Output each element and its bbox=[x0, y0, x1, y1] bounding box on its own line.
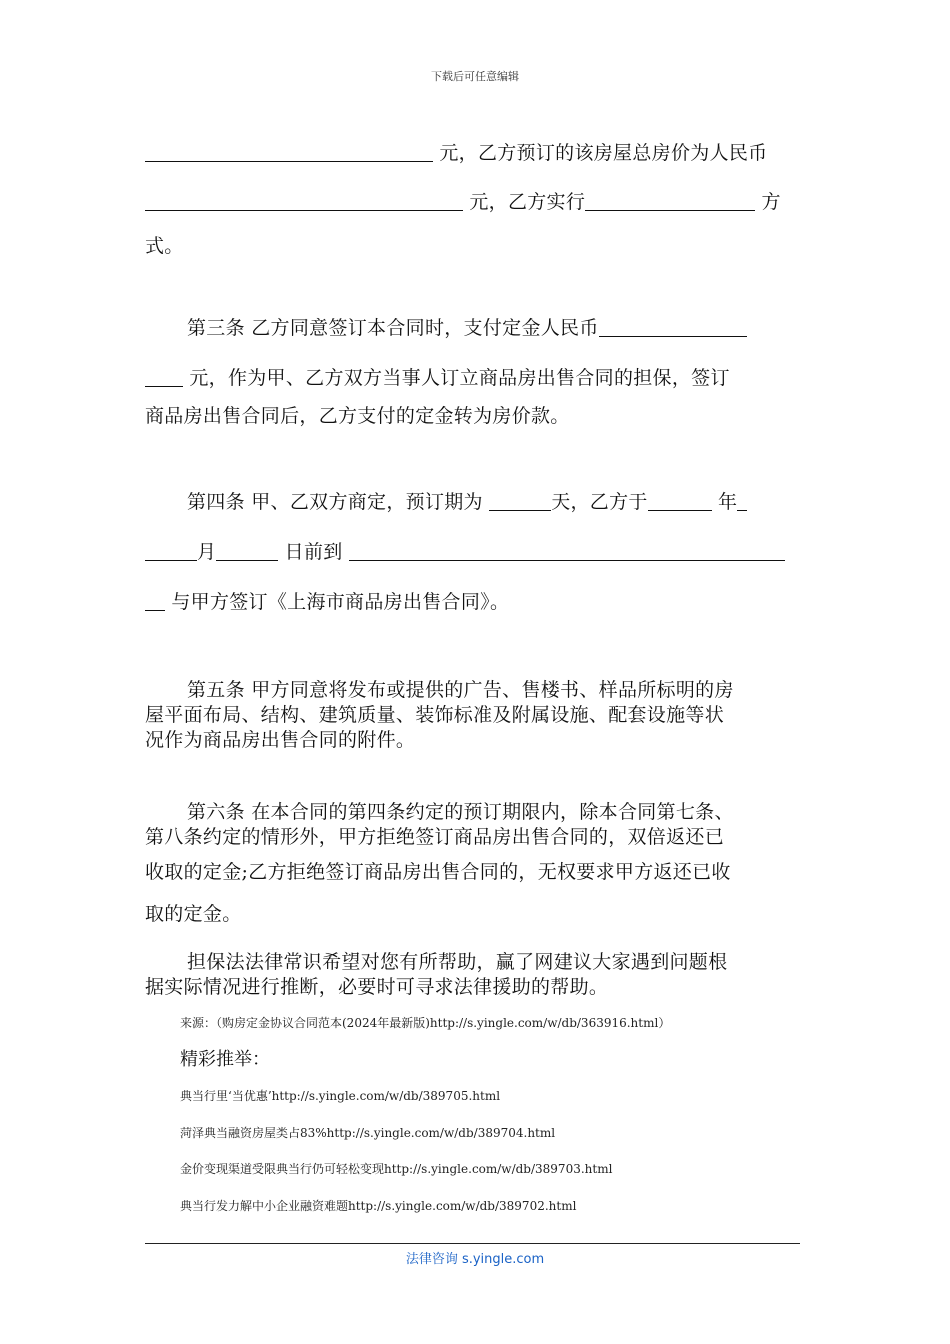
text-segment: 与甲方签订《上海市商品房出售合同》。 bbox=[171, 591, 510, 613]
article-3-line: 商品房出售合同后，乙方支付的定金转为房价款。 bbox=[145, 405, 570, 427]
text-segment: 元，作为甲、乙方双方当事人订立商品房出售合同的担保，签订 bbox=[189, 367, 730, 389]
fill-blank bbox=[145, 190, 463, 211]
article-4-line bbox=[145, 587, 509, 614]
text-segment: 方 bbox=[761, 191, 781, 213]
page-header-note: 下载后可任意编辑 bbox=[431, 70, 519, 83]
source-link[interactable]: 来源：（购房定金协议合同范本(2024年最新版)http://s.yingle.com/w/db/363916.html） bbox=[180, 1016, 671, 1030]
recommend-heading: 精彩推举： bbox=[180, 1049, 270, 1070]
article-3-line bbox=[145, 363, 730, 390]
article-6-line: 第六条 在本合同的第四条约定的预订期限内，除本合同第七条、 bbox=[187, 801, 734, 823]
article-3-line bbox=[187, 313, 747, 340]
text-segment: 元，乙方预订的该房屋总房价为人民币 bbox=[439, 142, 768, 164]
text-segment: 年 bbox=[718, 491, 738, 513]
fill-blank bbox=[648, 490, 712, 511]
text-segment: 天，乙方于 bbox=[551, 491, 648, 513]
article-4-line bbox=[187, 487, 747, 514]
fill-blank bbox=[216, 540, 278, 561]
fill-blank bbox=[737, 490, 747, 511]
article-5-line: 况作为商品房出售合同的附件。 bbox=[145, 729, 416, 751]
article-6-line: 收取的定金;乙方拒绝签订商品房出售合同的，无权要求甲方返还已收 bbox=[145, 861, 731, 883]
fill-blank bbox=[145, 540, 197, 561]
fill-blank bbox=[145, 366, 183, 387]
text-segment: 第三条 乙方同意签订本合同时，支付定金人民币 bbox=[187, 317, 599, 339]
footer-link[interactable]: 法律咨询 s.yingle.com bbox=[405, 1252, 545, 1267]
article-6-line: 取的定金。 bbox=[145, 903, 242, 925]
fill-blank bbox=[349, 540, 785, 561]
article-4-line bbox=[145, 537, 785, 564]
article-5-line: 屋平面布局、结构、建筑质量、装饰标准及附属设施、配套设施等状 bbox=[145, 704, 725, 726]
text-segment: 元，乙方实行 bbox=[469, 191, 586, 213]
text-segment: 月 bbox=[197, 541, 217, 563]
recommend-link[interactable]: 典当行里‘当优惠’http://s.yingle.com/w/db/389705.html bbox=[180, 1089, 501, 1103]
text-line: 式。 bbox=[145, 235, 184, 257]
text-line bbox=[145, 187, 781, 214]
article-6-line: 第八条约定的情形外，甲方拒绝签订商品房出售合同的，双倍返还已 bbox=[145, 826, 725, 848]
text-line bbox=[145, 138, 767, 165]
tip-line: 担保法法律常识希望对您有所帮助，赢了网建议大家遇到问题根 bbox=[187, 951, 728, 973]
fill-blank bbox=[145, 590, 165, 611]
fill-blank bbox=[599, 316, 747, 337]
fill-blank bbox=[145, 141, 433, 162]
text-segment: 第四条 甲、乙双方商定，预订期为 bbox=[187, 491, 483, 513]
fill-blank bbox=[489, 490, 551, 511]
fill-blank bbox=[585, 190, 755, 211]
article-5-line: 第五条 甲方同意将发布或提供的广告、售楼书、样品所标明的房 bbox=[187, 679, 734, 701]
tip-line: 据实际情况进行推断，必要时可寻求法律援助的帮助。 bbox=[145, 976, 609, 998]
recommend-link[interactable]: 典当行发力解中小企业融资难题http://s.yingle.com/w/db/389702.html bbox=[180, 1199, 577, 1213]
text-segment: 日前到 bbox=[284, 541, 343, 563]
recommend-link[interactable]: 金价变现渠道受限典当行仍可轻松变现http://s.yingle.com/w/db/389703.html bbox=[180, 1162, 613, 1176]
recommend-link[interactable]: 菏泽典当融资房屋类占83%http://s.yingle.com/w/db/389704.html bbox=[180, 1126, 556, 1140]
footer-divider bbox=[145, 1243, 800, 1244]
